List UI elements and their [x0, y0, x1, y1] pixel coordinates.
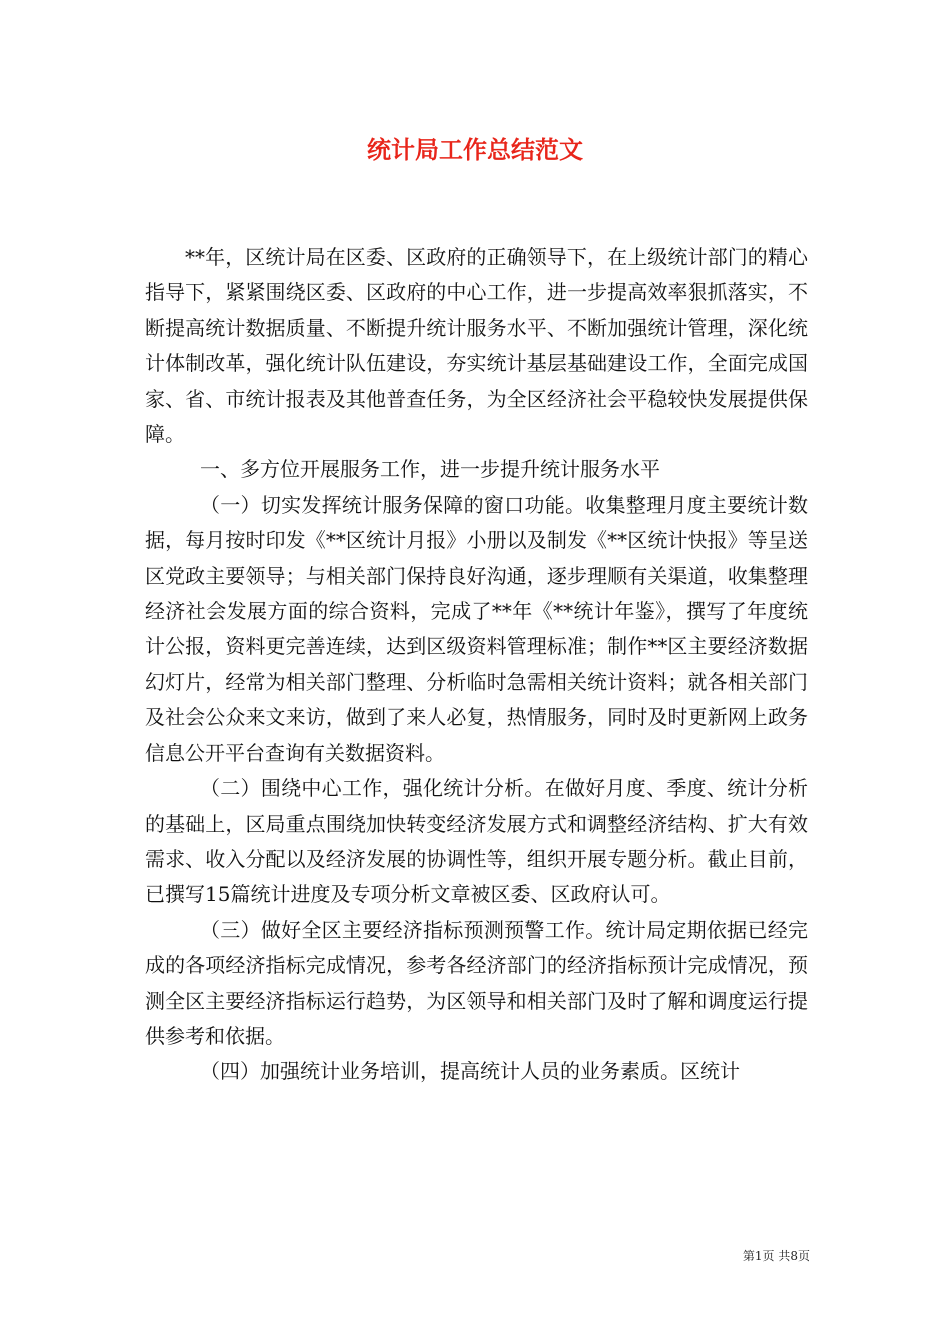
page-footer: 第1页 共8页: [742, 1249, 810, 1263]
paragraph-intro: **年，区统计局在区委、区政府的正确领导下，在上级统计部门的精心指导下，紧紧围绕区委、区政府的中心工作，进一步提高效率狠抓落实，不断提高统计数据质量、不断提升统计服务水平、不断加强统计管理，深化统计体制改革，强化统计队伍建设，夯实统计基层基础建设工作，全面完成国家、省、市统计报表及其他普查任务，为全区经济社会平稳较快发展提供保障。: [145, 245, 808, 447]
section-heading-1: 一、多方位开展服务工作，进一步提升统计服务水平: [200, 457, 660, 482]
paragraph-item-1: （一）切实发挥统计服务保障的窗口功能。收集整理月度主要统计数据，每月按时印发《**区统计月报》小册以及制发《**区统计快报》等呈送区党政主要领导；与相关部门保持良好沟通，逐步理顺有关渠道，收集整理经济社会发展方面的综合资料，完成了**年《**统计年鉴》，撰写了年度统计公报，资料更完善连续，达到区级资料管理标准；制作**区主要经济数据幻灯片，经常为相关部门整理、分析临时急需相关统计资料；就各相关部门及社会公众来文来访，做到了来人必复，热情服务，同时及时更新网上政务信息公开平台查询有关数据资料。: [145, 492, 808, 765]
paragraph-item-4: （四）加强统计业务培训，提高统计人员的业务素质。区统计: [200, 1059, 740, 1084]
paragraph-item-3: （三）做好全区主要经济指标预测预警工作。统计局定期依据已经完成的各项经济指标完成情况，参考各经济部门的经济指标预计完成情况，预测全区主要经济指标运行趋势，为区领导和相关部门及时了解和调度运行提供参考和依据。: [145, 917, 808, 1048]
document-body: [145, 240, 808, 1090]
document-title: 统计局工作总结范文: [367, 135, 583, 164]
paragraph-item-2: （二）围绕中心工作，强化统计分析。在做好月度、季度、统计分析的基础上，区局重点围绕加快转变经济发展方式和调整经济结构、扩大有效需求、收入分配以及经济发展的协调性等，组织开展专题分析。截止目前，已撰写15篇统计进度及专项分析文章被区委、区政府认可。: [145, 776, 808, 907]
